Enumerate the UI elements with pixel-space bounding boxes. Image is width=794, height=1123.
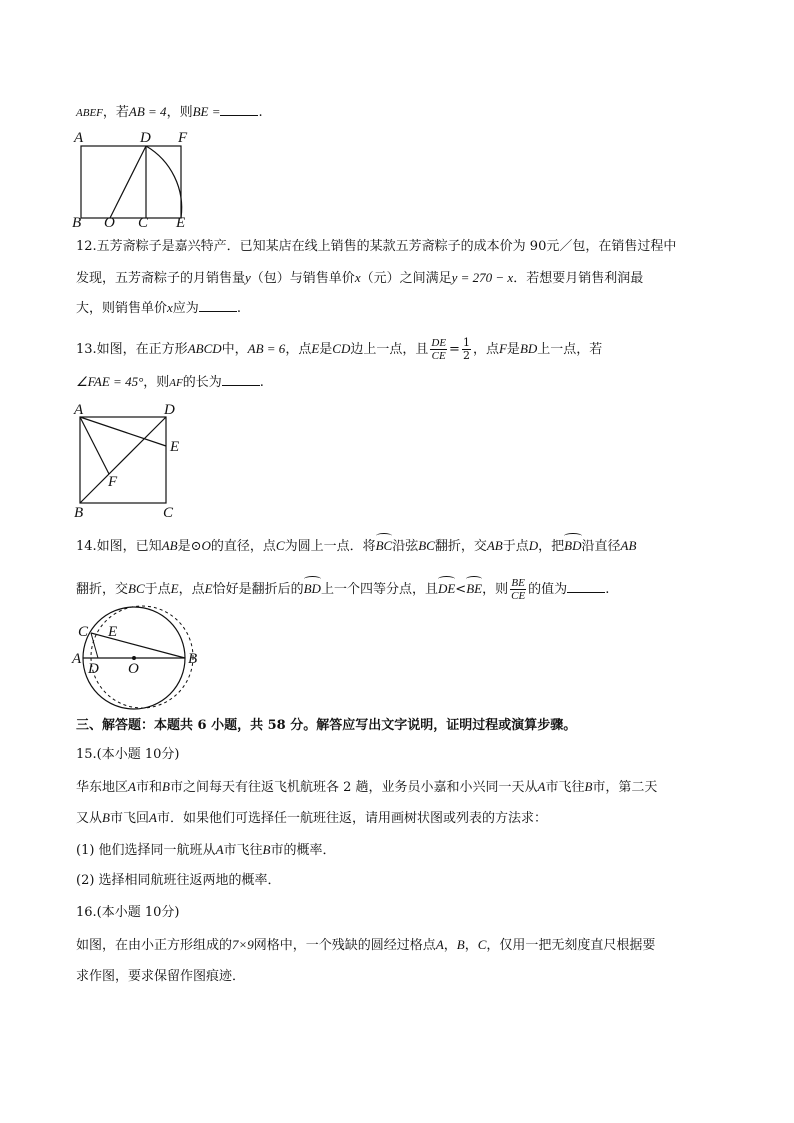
q12-text: 应为 xyxy=(172,301,199,316)
label-b: B xyxy=(72,215,82,231)
q14-text: 14.如图，已知 xyxy=(76,539,162,554)
arc-de: DE xyxy=(438,576,455,599)
frac-num: BE xyxy=(511,577,525,589)
q14-text: 沿直径 xyxy=(581,539,621,554)
q14-text: 恰好是翻折后的 xyxy=(212,582,304,597)
q13-eq: AB = 6 xyxy=(247,341,286,356)
q14-text: ，点 xyxy=(178,582,205,597)
q13-angle: ∠FAE = 45° xyxy=(76,374,144,389)
frac-den: CE xyxy=(511,590,526,602)
q14-text: 是⊙ xyxy=(177,539,202,554)
q13-line1 xyxy=(76,337,602,362)
q11-ref: ABEF xyxy=(76,107,103,119)
q14-text: ，把 xyxy=(538,539,565,554)
q14-var: AB xyxy=(486,538,503,553)
answer-blank[interactable] xyxy=(220,103,258,116)
q11-text2: ，则 xyxy=(166,105,193,120)
q15-text: 市，第二天 xyxy=(592,780,658,795)
q16-heading: 16.(本小题 10分) xyxy=(76,905,180,920)
q16-grid: 7×9 xyxy=(232,937,254,952)
q11-eq: AB = 4 xyxy=(128,104,167,119)
arc-be: BE xyxy=(466,576,482,599)
q13-line2 xyxy=(76,372,264,393)
q12-text: 发现，五芳斋粽子的月销售量 xyxy=(76,271,246,286)
q14-text: 的直径，点 xyxy=(210,539,276,554)
label-e: E xyxy=(176,215,186,231)
answer-blank[interactable] xyxy=(199,299,237,312)
q16-para1 xyxy=(76,935,655,956)
figure-q11 xyxy=(70,126,200,231)
q14-text: 沿弦 xyxy=(392,539,419,554)
q14-text: 上一个四等分点，且 xyxy=(320,582,438,597)
q13-var: BD xyxy=(519,341,538,356)
q12-text: （包）与销售单价 xyxy=(250,271,355,286)
q14-text: 于点 xyxy=(144,582,171,597)
q12-var-x: x xyxy=(167,300,173,315)
q13-text: 是 xyxy=(506,342,520,357)
arc-df-e xyxy=(146,146,182,218)
q14-var: E xyxy=(204,581,213,596)
q12-text: ．若想要月销售利润最 xyxy=(513,271,644,286)
label-e: E xyxy=(170,439,180,455)
q15-text: 市．如果他们可选择任一航班往返，请用画树状图或列表的方法求： xyxy=(156,811,547,826)
q15-var: B xyxy=(161,779,170,794)
label-c: C xyxy=(163,505,174,521)
label-a: A xyxy=(74,402,84,418)
label-b: B xyxy=(74,505,84,521)
q12-text: （元）之间满足 xyxy=(360,271,452,286)
q15-text: 市之间每天有往返飞机航班各 2 趟，业务员小嘉和小兴同一天从 xyxy=(169,780,538,795)
q13-var: F xyxy=(498,341,507,356)
answer-blank[interactable] xyxy=(222,373,260,386)
q15-subq2: (2) 选择相同航班往返两地的概率． xyxy=(76,873,281,888)
segment-cd xyxy=(91,633,98,658)
q13-end: . xyxy=(259,375,264,390)
q13-text: ，点 xyxy=(285,342,312,357)
label-f: F xyxy=(178,130,188,146)
q16-text: 网格中，一个残缺的圆经过格点 xyxy=(253,938,436,953)
q14-var: BC xyxy=(418,538,435,553)
q15-var: A xyxy=(215,842,224,857)
label-e: E xyxy=(108,624,118,640)
center-o xyxy=(132,656,136,660)
q16-var: C xyxy=(477,937,487,952)
q13-text: 是 xyxy=(319,342,333,357)
q13-text: ，则 xyxy=(143,375,170,390)
q14-end: . xyxy=(605,582,610,597)
q15-var: B xyxy=(584,779,593,794)
label-d: D xyxy=(88,661,99,677)
q14-text: ，则 xyxy=(482,582,509,597)
figure-q13 xyxy=(70,400,190,522)
arc-bd: BD xyxy=(564,533,581,556)
q15-text: 市飞往 xyxy=(223,843,263,858)
q14-line2 xyxy=(76,576,609,602)
q12-end: . xyxy=(236,301,241,316)
q14-text: 翻折，交 xyxy=(76,582,129,597)
q15-heading: 15.(本小题 10分) xyxy=(76,747,180,762)
label-d: D xyxy=(140,130,151,146)
q13-var: CD xyxy=(332,341,351,356)
q16-text: 如图，在由小正方形组成的 xyxy=(76,938,233,953)
fraction-one-half xyxy=(462,337,471,362)
q15-subq1 xyxy=(76,840,336,861)
label-a: A xyxy=(72,651,82,667)
q16-text: ，仅用一把无刻度直尺根据要 xyxy=(486,938,656,953)
q14-var: AB xyxy=(161,538,178,553)
q13-text: 边上一点，且 xyxy=(350,342,429,357)
q14-var: O xyxy=(201,538,211,553)
q12-var-x: x xyxy=(354,270,361,285)
q14-line1 xyxy=(76,533,636,557)
q14-text: 的值为 xyxy=(528,582,568,597)
label-a: A xyxy=(74,130,84,146)
q14-var: BC xyxy=(128,581,145,596)
q15-var: A xyxy=(148,810,157,825)
arc-bd: BD xyxy=(304,576,321,599)
label-c: C xyxy=(138,215,149,231)
q15-text: 华东地区 xyxy=(76,780,129,795)
q15-text: 又从 xyxy=(76,811,103,826)
q13-text: 中， xyxy=(221,342,248,357)
label-f: F xyxy=(108,474,118,490)
q15-text: 市和 xyxy=(135,780,162,795)
q15-var: A xyxy=(537,779,546,794)
q11-text: ，若 xyxy=(102,105,129,120)
q15-text: 市飞往 xyxy=(545,780,585,795)
q13-var: AF xyxy=(169,377,183,389)
q13-text: ，点 xyxy=(472,342,499,357)
q12-var-y: y xyxy=(245,270,251,285)
q13-eq-sign: = xyxy=(449,342,460,357)
q15-text: 市飞回 xyxy=(109,811,149,826)
label-b: B xyxy=(188,651,198,667)
section-heading: 三、解答题：本题共 6 小题，共 58 分。解答应写出文字说明，证明过程或演算步骤。 xyxy=(76,718,577,733)
q13-var: ABCD xyxy=(187,341,222,356)
q15-var: B xyxy=(262,842,271,857)
rectangle-abef xyxy=(81,146,181,218)
folded-arc-dashed xyxy=(91,606,193,708)
frac-num: 1 xyxy=(462,336,470,349)
q13-text: 的长为 xyxy=(182,375,222,390)
frac-den: CE xyxy=(431,350,446,362)
less-than: < xyxy=(455,582,467,597)
q15-text: 市的概率． xyxy=(270,843,336,858)
diagonal-bd xyxy=(80,417,166,503)
fraction-de-ce xyxy=(430,337,447,362)
q15-var: A xyxy=(128,779,136,794)
q11-var: BE = xyxy=(192,104,221,119)
q15-para1 xyxy=(76,777,657,798)
q13-text: 13.如图，在正方形 xyxy=(76,342,188,357)
answer-blank[interactable] xyxy=(567,580,605,593)
q13-var: E xyxy=(311,341,320,356)
segment-od xyxy=(110,146,146,218)
q13-text: 上一点，若 xyxy=(537,342,603,357)
q12-equation: y = 270 − x xyxy=(451,270,514,285)
q14-text: 于点 xyxy=(502,539,529,554)
frac-den: 2 xyxy=(462,349,470,362)
q14-var: C xyxy=(275,538,285,553)
q15-para2 xyxy=(76,808,547,829)
q16-var: A xyxy=(435,937,444,952)
label-d: D xyxy=(164,402,175,418)
q14-var: AB xyxy=(620,538,637,553)
figure-q14 xyxy=(70,615,210,715)
q12-text: 大，则销售单价 xyxy=(76,301,168,316)
frac-num: DE xyxy=(431,337,447,349)
q11-tail xyxy=(76,102,263,123)
q16-var: B xyxy=(456,937,465,952)
q12-line2 xyxy=(76,268,643,289)
chord-bc xyxy=(91,633,185,658)
q15-var: B xyxy=(102,810,110,825)
label-c: C xyxy=(78,624,89,640)
q16-text: ， xyxy=(443,938,457,953)
q14-var: E xyxy=(170,581,179,596)
q11-end: . xyxy=(258,105,263,120)
q16-text: ， xyxy=(464,938,478,953)
q12-line1: 12.五芳斋粽子是嘉兴特产．已知某店在线上销售的某款五芳斋粽子的成本价为 90元／包，在销售过程中 xyxy=(76,239,677,254)
label-o: O xyxy=(104,215,115,231)
q15-text: (1) 他们选择同一航班从 xyxy=(76,843,216,858)
q14-text: 为圆上一点．将 xyxy=(284,539,376,554)
q16-para2: 求作图，要求保留作图痕迹． xyxy=(76,969,246,984)
label-o: O xyxy=(128,661,139,677)
arc-bc: BC xyxy=(376,533,393,556)
q14-var: D xyxy=(528,538,539,553)
q12-line3 xyxy=(76,298,241,319)
q14-text: 翻折，交 xyxy=(434,539,487,554)
fraction-be-ce xyxy=(510,577,526,602)
